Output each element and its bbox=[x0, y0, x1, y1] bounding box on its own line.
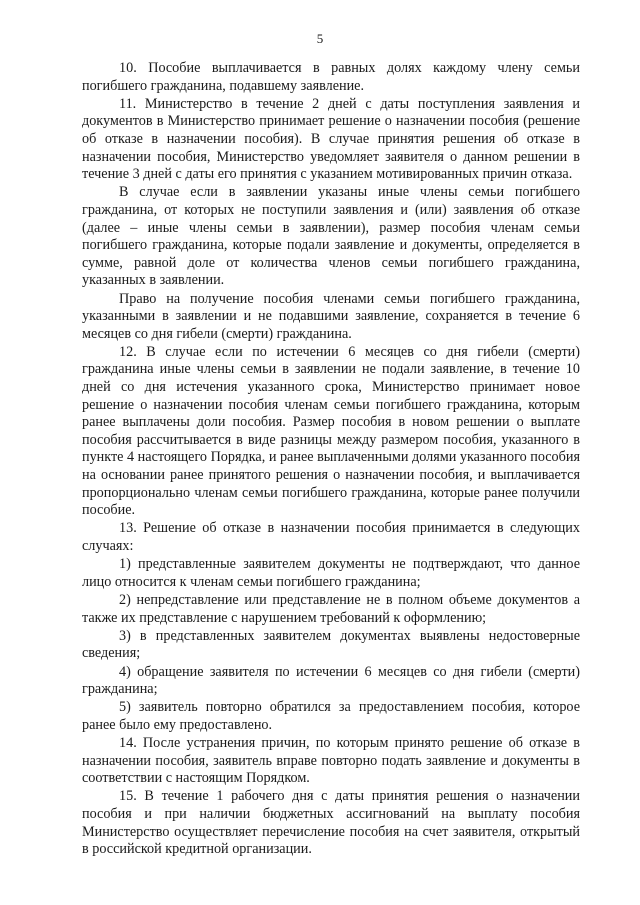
page-number: 5 bbox=[316, 31, 324, 46]
paragraph-12: 12. В случае если по истечении 6 месяцев со дня гибели (смерти) гражданина иные члены семьи в заявлении не подали заявление, в течение 10 дней со дня истечения указанного срока, Министерство принимает новое решение о назначении пособия членам семьи погибшего гражданина, которым ранее выплачены доли пособия. Размер пособия в новом решении о выплате пособия рассчитывается в виде разницы между размером пособия, указанного в пункте 4 настоящего Порядка, и ранее выплаченными долями указанного пособия на основании ранее принятого решения о назначении пособия, и выплачивается пропорционально членам семьи погибшего гражданина, которые ранее получили пособие. bbox=[82, 343, 580, 519]
list-item-13-3: 3) в представленных заявителем документах выявлены недостоверные сведения; bbox=[82, 627, 580, 662]
document-body bbox=[82, 60, 580, 859]
paragraph-11-family-share: В случае если в заявлении указаны иные члены семьи погибшего гражданина, от которых не поступили заявления и (или) заявления об отказе (далее – иные члены семьи в заявлении), размер пособия членам семьи погибшего гражданина, которые подали заявление и документы, определяется в сумме, равной доле от количества членов семьи погибшего гражданина, указанных в заявлении. bbox=[82, 184, 580, 289]
paragraph-15: 15. В течение 1 рабочего дня с даты принятия решения о назначении пособия и при наличии бюджетных ассигнований на выплату пособия Министерство осуществляет перечисление пособия на счет заявителя, открытый в российской кредитной организации. bbox=[82, 788, 580, 858]
list-item-13-5: 5) заявитель повторно обратился за предоставлением пособия, которое ранее было ему предоставлено. bbox=[82, 699, 580, 733]
paragraph-11: 11. Министерство в течение 2 дней с даты поступления заявления и документов в Министерство принимает решение о назначении пособия (решение об отказе в назначении пособия). В случае принятия решения об отказе в назначении пособия, Министерство уведомляет заявителя о данном решении в течение 3 дней с даты его принятия с указанием мотивированных причин отказа. bbox=[82, 95, 580, 183]
paragraph-13: 13. Решение об отказе в назначении пособия принимается в следующих случаях: bbox=[82, 520, 580, 554]
paragraph-14: 14. После устранения причин, по которым принято решение об отказе в назначении пособия, заявитель вправе повторно подать заявление и документы в соответствии с настоящим Порядком. bbox=[82, 735, 580, 787]
paragraph-10: 10. Пособие выплачивается в равных долях каждому члену семьи погибшего гражданина, подавшему заявление. bbox=[82, 60, 580, 94]
list-item-13-1: 1) представленные заявителем документы не подтверждают, что данное лицо относится к членам семьи погибшего гражданина; bbox=[82, 556, 580, 590]
list-item-13-4: 4) обращение заявителя по истечении 6 месяцев со дня гибели (смерти) гражданина; bbox=[82, 663, 580, 698]
paragraph-11-right-retained: Право на получение пособия членами семьи погибшего гражданина, указанными в заявлении и не подавшими заявление, сохраняется в течение 6 месяцев со дня гибели (смерти) гражданина. bbox=[82, 290, 580, 342]
list-item-13-2: 2) непредставление или представление не в полном объеме документов а также их представление с нарушением требований к оформлению; bbox=[82, 591, 580, 626]
